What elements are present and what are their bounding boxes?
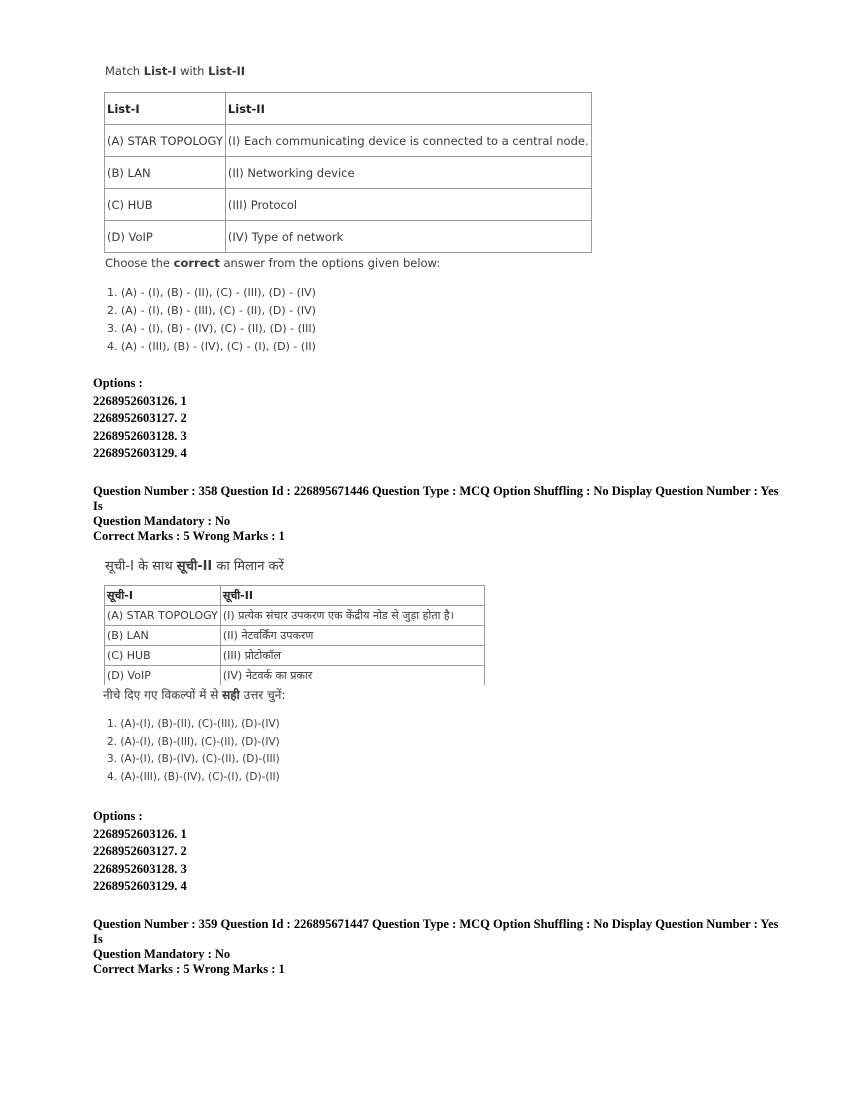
question-prompt: Match List-I with List-II xyxy=(105,64,246,78)
table-row xyxy=(105,157,592,189)
question-meta-line: Question Number : 359 Question Id : 226895671447 Question Type : MCQ Option Shuffling : No Display Question Number : Yes Is xyxy=(93,917,779,946)
question-meta-line: Question Mandatory : No xyxy=(93,947,231,961)
table-cell: (A) STAR TOPOLOGY xyxy=(105,125,226,157)
table-cell: (D) VoIP xyxy=(105,221,226,253)
table-cell: (I) Each communicating device is connected to a central node. xyxy=(225,125,591,157)
answer-choice: 4. (A) - (III), (B) - (IV), (C) - (I), (D) - (II) xyxy=(107,340,316,353)
answer-choice: 2. (A) - (I), (B) - (III), (C) - (II), (D) - (IV) xyxy=(107,304,316,317)
table-row xyxy=(105,189,592,221)
table-cell: (A) STAR TOPOLOGY xyxy=(105,606,221,626)
table-cell: (I) प्रत्येक संचार उपकरण एक केंद्रीय नोड से जुड़ा होता है। xyxy=(220,606,484,626)
option-item: 2268952603129. 4 xyxy=(93,879,187,893)
question-meta xyxy=(93,484,783,544)
table-cell: (II) Networking device xyxy=(225,157,591,189)
table-cell: (III) प्रोटोकॉल xyxy=(220,646,484,666)
table-header-cell: सूची-I xyxy=(105,586,221,606)
table-cell: (IV) नेटवर्क का प्रकार xyxy=(220,666,484,686)
question-marks-line: Correct Marks : 5 Wrong Marks : 1 xyxy=(93,962,285,976)
table-row xyxy=(105,626,485,646)
question-meta-line: Question Mandatory : No xyxy=(93,514,231,528)
table-header-row xyxy=(105,586,485,606)
table-header-cell: सूची-II xyxy=(220,586,484,606)
option-item: 2268952603129. 4 xyxy=(93,446,187,460)
answer-instruction: Choose the correct answer from the options given below: xyxy=(105,256,441,270)
option-item: 2268952603126. 1 xyxy=(93,826,187,841)
option-item: 2268952603128. 3 xyxy=(93,861,187,876)
table-cell: (II) नेटवर्किंग उपकरण xyxy=(220,626,484,646)
answer-choice: 1. (A)-(I), (B)-(II), (C)-(III), (D)-(IV) xyxy=(107,718,280,730)
table-cell: (C) HUB xyxy=(105,189,226,221)
options-label: Options : xyxy=(93,809,143,823)
question-meta xyxy=(93,917,783,977)
table-row xyxy=(105,606,485,626)
question-marks-line: Correct Marks : 5 Wrong Marks : 1 xyxy=(93,529,285,543)
table-row xyxy=(105,646,485,666)
table-cell: (C) HUB xyxy=(105,646,221,666)
option-item: 2268952603127. 2 xyxy=(93,411,187,425)
table-row xyxy=(105,666,485,686)
answer-choice: 4. (A)-(III), (B)-(IV), (C)-(I), (D)-(II) xyxy=(107,770,280,783)
question-prompt-hindi: सूची-I के साथ सूची-II का मिलान करें xyxy=(105,559,284,574)
table-cell: (B) LAN xyxy=(105,626,221,646)
table-cell: (IV) Type of network xyxy=(225,221,591,253)
options-block xyxy=(93,375,187,463)
options-label: Options : xyxy=(93,376,143,390)
table-header-cell: List-II xyxy=(225,93,591,125)
table-header-row xyxy=(105,93,592,125)
option-item: 2268952603128. 3 xyxy=(93,428,187,443)
answer-choice: 3. (A)-(I), (B)-(IV), (C)-(II), (D)-(III) xyxy=(107,753,280,765)
answer-choice: 1. (A) - (I), (B) - (II), (C) - (III), (D) - (IV) xyxy=(107,286,316,299)
answer-choice-list xyxy=(107,284,316,356)
match-table xyxy=(104,92,592,253)
question-meta-line: Question Number : 358 Question Id : 226895671446 Question Type : MCQ Option Shuffling : No Display Question Number : Yes Is xyxy=(93,484,779,513)
option-item: 2268952603126. 1 xyxy=(93,393,187,408)
table-row xyxy=(105,125,592,157)
options-block xyxy=(93,808,187,896)
match-table-hindi xyxy=(104,585,485,685)
table-cell: (D) VoIP xyxy=(105,666,221,686)
table-cell: (B) LAN xyxy=(105,157,226,189)
table-header-cell: List-I xyxy=(105,93,226,125)
table-cell: (III) Protocol xyxy=(225,189,591,221)
option-item: 2268952603127. 2 xyxy=(93,844,187,858)
answer-instruction-hindi: नीचे दिए गए विकल्पों में से सही उत्तर चुनें: xyxy=(103,688,286,702)
answer-choice: 3. (A) - (I), (B) - (IV), (C) - (II), (D) - (III) xyxy=(107,322,316,335)
table-row xyxy=(105,221,592,253)
answer-choice-list-hindi xyxy=(107,716,280,786)
answer-choice: 2. (A)-(I), (B)-(III), (C)-(II), (D)-(IV) xyxy=(107,735,280,748)
